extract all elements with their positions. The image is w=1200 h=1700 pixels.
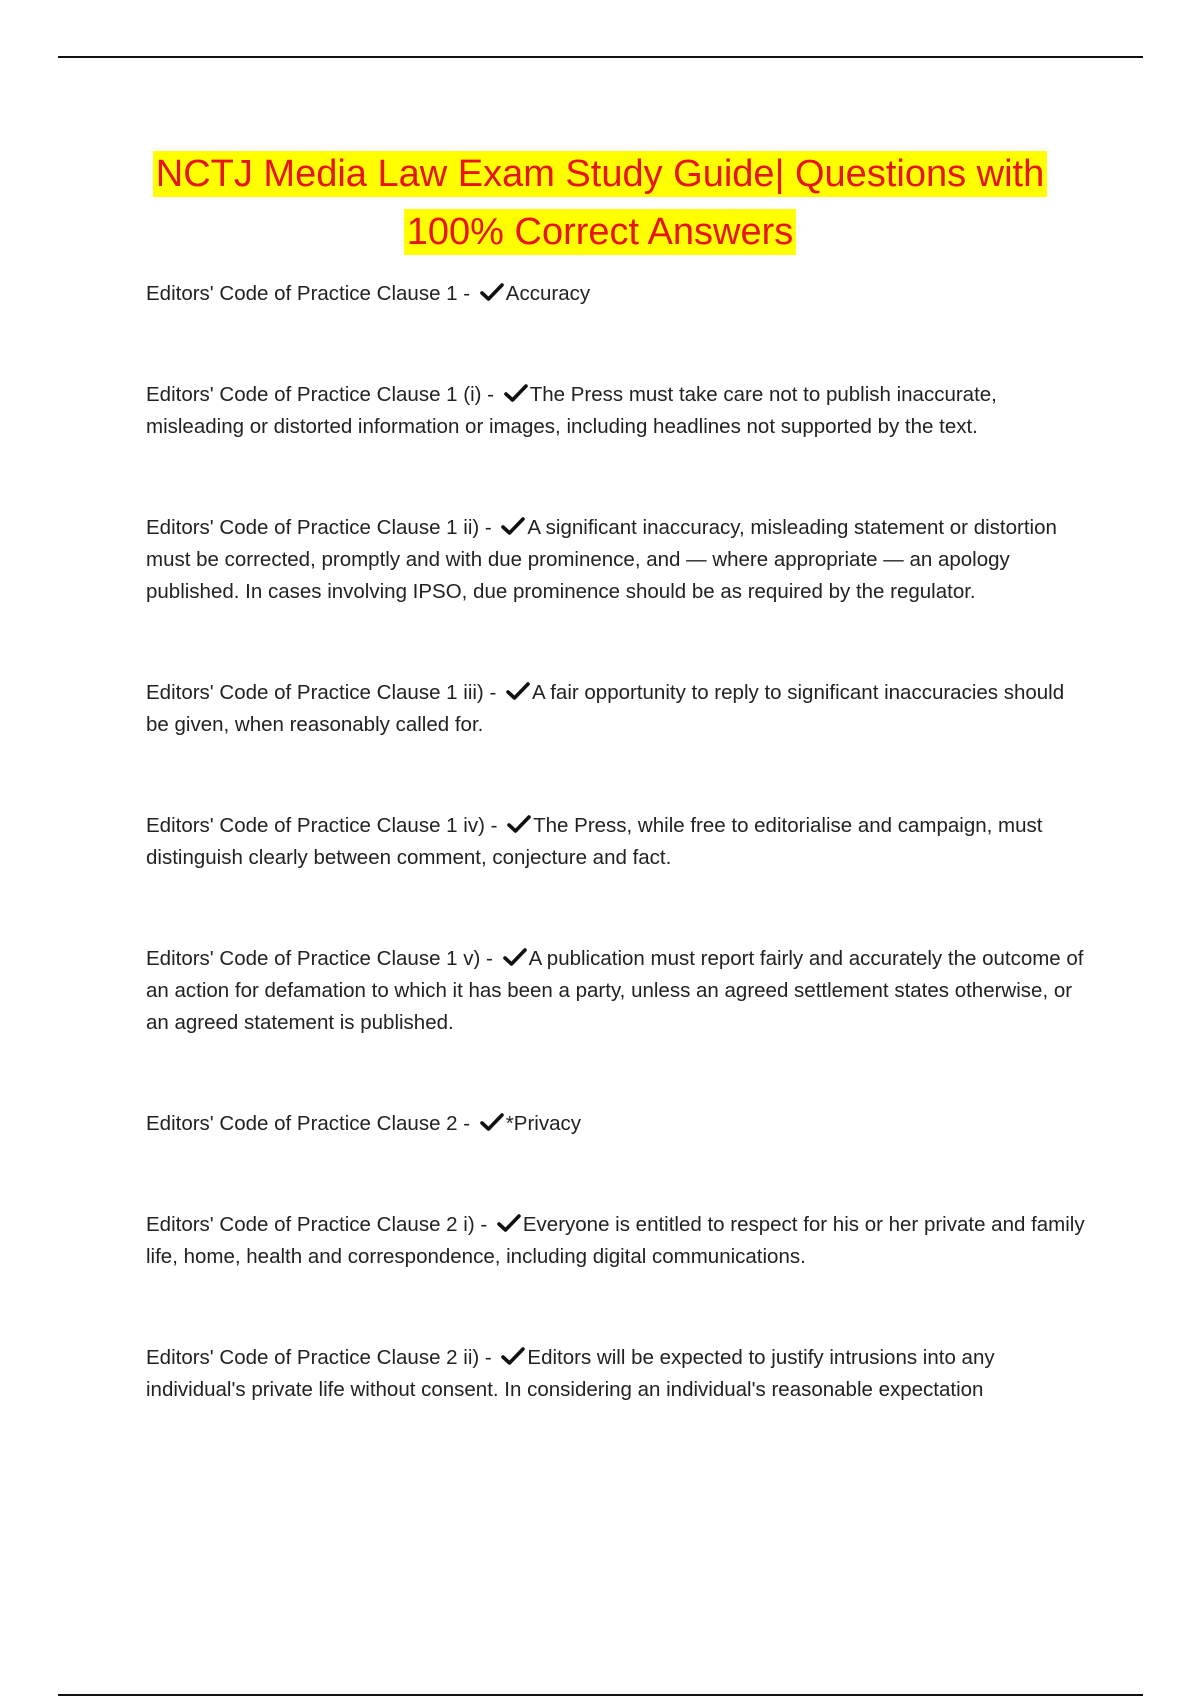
answer-text: Accuracy	[505, 282, 591, 305]
question-text: Editors' Code of Practice Clause 1 v) -	[146, 947, 493, 970]
qa-item-clause-1-i	[146, 379, 1091, 443]
checkmark-icon	[504, 383, 528, 403]
answer-text: Editors will be expected to justify intrusions into any individual's private life without consent. In considering an individual's reasonable expectation	[146, 1346, 995, 1401]
qa-item-clause-1	[146, 278, 1091, 310]
answer-text: Everyone is entitled to respect for his or her private and family life, home, health and correspondence, including digital communications.	[146, 1213, 1085, 1268]
title-line-1: NCTJ Media Law Exam Study Guide| Questions with	[153, 151, 1047, 197]
title-line-2: 100% Correct Answers	[404, 209, 797, 255]
question-text: Editors' Code of Practice Clause 1 ii) -	[146, 516, 492, 539]
question-text: Editors' Code of Practice Clause 2 i) -	[146, 1213, 488, 1236]
question-text: Editors' Code of Practice Clause 1 -	[146, 282, 471, 305]
checkmark-icon	[497, 1213, 521, 1233]
checkmark-icon	[480, 282, 504, 302]
qa-list	[146, 278, 1091, 1406]
answer-text: *Privacy	[505, 1112, 581, 1135]
checkmark-icon	[507, 814, 531, 834]
answer-text: The Press must take care not to publish inaccurate, misleading or distorted information or images, including headlines not supported by the text.	[146, 383, 997, 438]
checkmark-icon	[480, 1112, 504, 1132]
qa-item-clause-2	[146, 1108, 1091, 1140]
checkmark-icon	[506, 681, 530, 701]
question-text: Editors' Code of Practice Clause 1 (i) -	[146, 383, 494, 406]
checkmark-icon	[501, 1346, 525, 1366]
answer-text: A significant inaccuracy, misleading statement or distortion must be corrected, promptly and with due prominence, and — where appropriate — an apology published. In cases involving IPSO, due prominence should be as required by the regulator.	[146, 516, 1057, 603]
checkmark-icon	[503, 947, 527, 967]
document-title	[100, 145, 1100, 261]
qa-item-clause-1-v	[146, 943, 1091, 1039]
answer-text: A publication must report fairly and accurately the outcome of an action for defamation to which it has been a party, unless an agreed settlement states otherwise, or an agreed statement is published.	[146, 947, 1084, 1034]
question-text: Editors' Code of Practice Clause 1 iii) -	[146, 681, 497, 704]
question-text: Editors' Code of Practice Clause 1 iv) -	[146, 814, 498, 837]
checkmark-icon	[501, 516, 525, 536]
qa-item-clause-1-ii	[146, 512, 1091, 608]
qa-item-clause-1-iii	[146, 677, 1091, 741]
question-text: Editors' Code of Practice Clause 2 ii) -	[146, 1346, 492, 1369]
top-rule	[58, 56, 1143, 58]
question-text: Editors' Code of Practice Clause 2 -	[146, 1112, 471, 1135]
qa-item-clause-2-ii	[146, 1342, 1091, 1406]
qa-item-clause-1-iv	[146, 810, 1091, 874]
answer-text: The Press, while free to editorialise and campaign, must distinguish clearly between comment, conjecture and fact.	[146, 814, 1043, 869]
qa-item-clause-2-i	[146, 1209, 1091, 1273]
bottom-rule	[58, 1694, 1143, 1696]
answer-text: A fair opportunity to reply to significant inaccuracies should be given, when reasonably called for.	[146, 681, 1065, 736]
